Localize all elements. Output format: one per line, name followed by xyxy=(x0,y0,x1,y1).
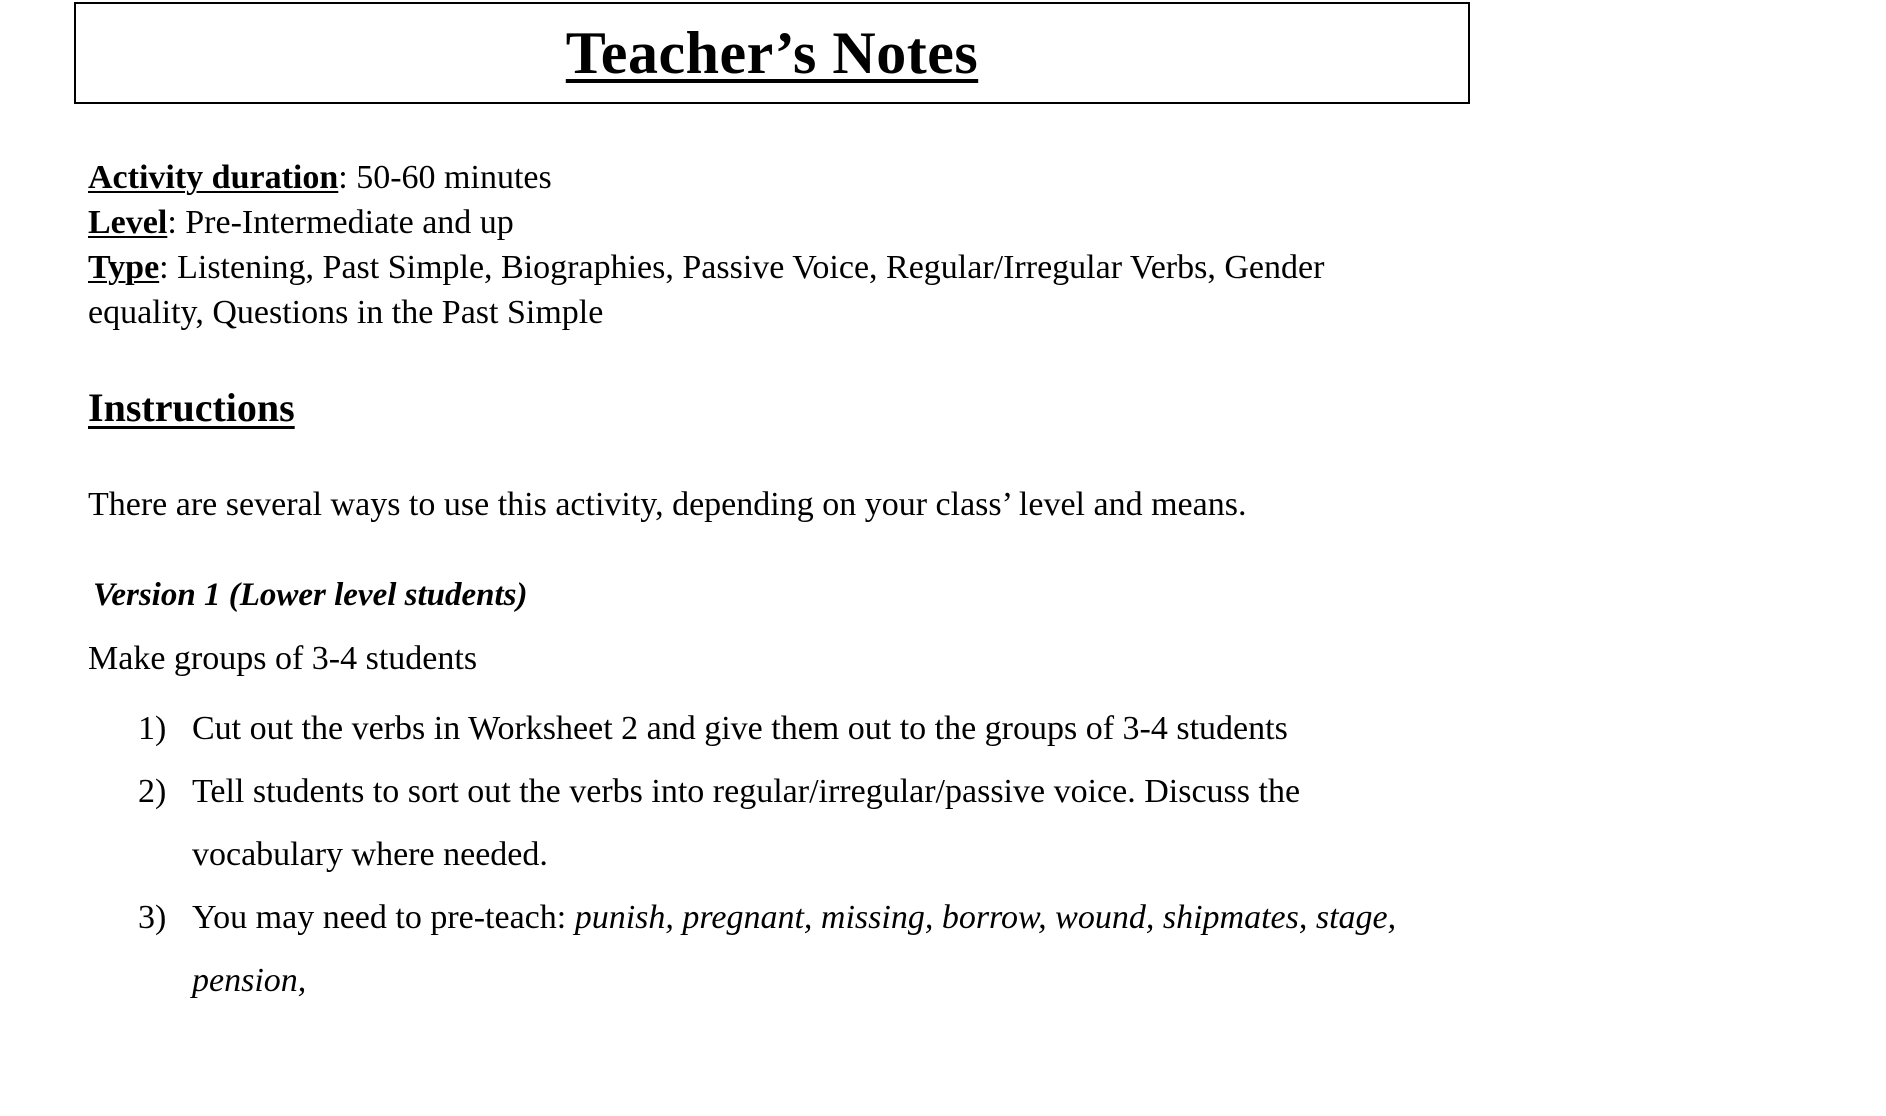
list-item-text: Tell students to sort out the verbs into regular/irregular/passive voice. Discuss the vocabulary where needed. xyxy=(192,773,1301,873)
list-item xyxy=(88,697,1428,760)
list-item-text: Cut out the verbs in Worksheet 2 and give them out to the groups of 3-4 students xyxy=(192,710,1288,747)
meta-value-level: : Pre-Intermediate and up xyxy=(167,204,514,241)
list-item-vocabulary-italic: punish, pregnant, missing, borrow, wound, shipmates, stage, pension, xyxy=(192,899,1397,999)
meta-value-type: : Listening, Past Simple, Biographies, Passive Voice, Regular/Irregular Verbs, Gender equality, Questions in the Past Simple xyxy=(88,249,1325,331)
group-instruction-line: Make groups of 3-4 students xyxy=(88,640,478,677)
list-item-number: 2) xyxy=(138,773,167,810)
meta-label-activity-duration: Activity duration xyxy=(88,159,339,196)
meta-line-level xyxy=(88,200,1378,245)
list-item-text-plain: You may need to pre-teach: xyxy=(192,899,575,936)
version-1-heading: Version 1 (Lower level students) xyxy=(93,577,528,613)
meta-value-activity-duration: : 50-60 minutes xyxy=(338,159,552,196)
meta-line-activity-duration xyxy=(88,155,1378,200)
page-title: Teacher’s Notes xyxy=(565,20,979,86)
instructions-heading: Instructions xyxy=(88,385,295,430)
instruction-steps-list xyxy=(88,697,1428,1012)
meta-label-type: Type xyxy=(88,249,160,286)
list-item xyxy=(88,886,1428,1012)
metadata-block xyxy=(88,155,1378,335)
list-item-text xyxy=(146,886,1428,1012)
list-item-number: 3) xyxy=(138,899,167,936)
title-box xyxy=(74,2,1470,104)
meta-line-type xyxy=(88,245,1378,335)
list-item-number: 1) xyxy=(138,710,167,747)
list-item xyxy=(88,760,1428,886)
meta-label-level: Level xyxy=(88,204,168,241)
intro-paragraph: There are several ways to use this activity, depending on your class’ level and means. xyxy=(88,486,1247,523)
